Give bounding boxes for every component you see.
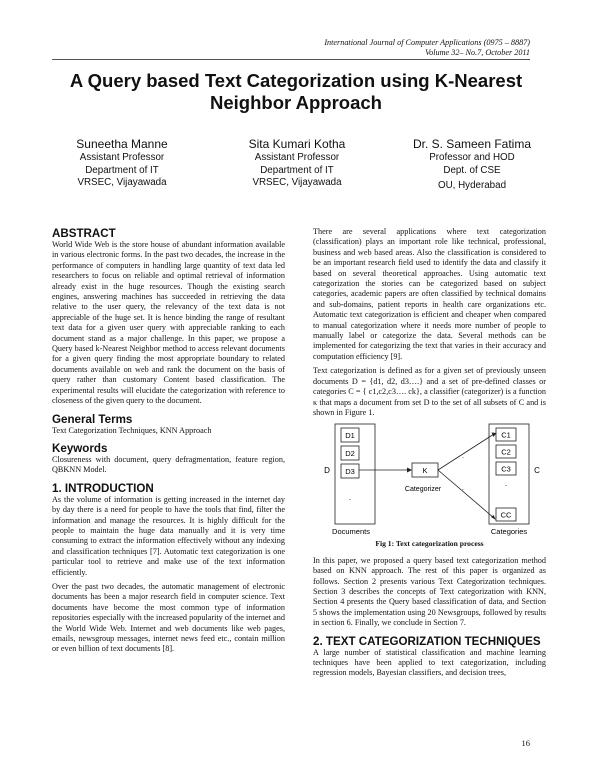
applications-paragraph: There are several applications where text categorization (classification) plays an important role like technical, professional, business and web based areas. Also the classification is considered to be an important research field used to identify the data and classify it based on several theoretical approaches. Using automatic text categorization the stories can be categorized based on subject categories, academic papers are often classified by technical domains and sub-domains, patient reports in health care organizations etc. Automatic text categorization is efficient and cheaper when compared to manual categorization where it needs more number of people to manually label or categorize the data. Several methods can be implemented for categorizing the text that varies in their accuracy and computation efficiency [9]. [313, 227, 546, 361]
categorizer-caption: Categorizer [404, 486, 442, 494]
abstract-heading: ABSTRACT [52, 227, 116, 240]
journal-name: International Journal of Computer Applications (0975 – 8887) [324, 38, 530, 47]
category-cc-label: CC [500, 510, 512, 520]
journal-volume: Volume 32– No.7, October 2011 [425, 48, 530, 57]
author-affiliation: Department of IT [260, 164, 334, 176]
figure-1 [313, 420, 546, 538]
category-c2-label: C2 [501, 447, 511, 457]
author-name: Sita Kumari Kotha [248, 137, 346, 151]
general-terms-text: Text Categorization Techniques, KNN Approach [52, 425, 212, 435]
categories-caption: Categories [490, 527, 528, 537]
author-affiliation: OU, Hyderabad [437, 180, 507, 191]
document-d3-label: D3 [345, 467, 355, 477]
author-name: Dr. S. Sameen Fatima [412, 137, 532, 151]
author-1 [52, 137, 192, 190]
categorizer-k-label: K [422, 466, 428, 476]
section-2-heading: 2. TEXT CATEGORIZATION TECHNIQUES [313, 634, 541, 648]
introduction-heading: 1. INTRODUCTION [52, 481, 154, 495]
right-column [313, 227, 546, 679]
author-affiliation: Department of IT [85, 164, 159, 176]
organization-paragraph: In this paper, we proposed a query based text categorization method based on KNN approach. The rest of this paper is organized as follows. Section 2 presents various Text Categorization techniques. Section 3 describes the concepts of Text categorization with KNN, Section 4 presents the Query based classification of data, and Section 5 shows the implementation using 20 Newsgroups, followed by results in section 6. Finally, we conclude in Section 7. [313, 555, 546, 628]
author-affiliation: Dept. of CSE [443, 164, 501, 176]
general-terms-heading: General Terms [52, 412, 133, 426]
arrow-ellipsis-top: . [462, 453, 464, 461]
left-column [52, 227, 285, 655]
figure-caption: Fig 1: Text categorization process [375, 539, 484, 549]
author-affiliation: Professor and HOD [429, 152, 515, 163]
keywords-text: Closureness with document, query defragmentation, feature region, QBKNN Model. [52, 454, 285, 475]
author-name: Suneetha Manne [76, 137, 168, 151]
author-2 [222, 137, 372, 190]
paper-title: A Query based Text Categorization using K-Nearest Neighbor Approach [69, 70, 523, 113]
page-number: 16 [521, 738, 530, 748]
author-3 [397, 137, 547, 193]
documents-set-label: D [324, 466, 330, 476]
abstract-text: World Wide Web is the store house of abundant information available in various electronic forms. In the past two decades, the increase in the performance of computers in handling large quantity of text data led researchers to focus on reliable and optimal retrieval of information already exist in the huge resources. Though the existing search engines, answering machines has succeeded in retrieving the data relative to the user query, the relevancy of the text data is not appreciable of the huge set. It is hence binding the range of resultant text data for a given user query with appreciable ranking to each document stand as a major challenge. In this paper, we propose a Query based k-Nearest Neighbor method to access relevant documents for a given query finding the most appropriate boundary to related documents available on web and rank the document on the basis of query rather than customary Content based classification. The experimental results will elucidate the categorization with reference to closeness of the given query to the document. [52, 240, 285, 406]
introduction-paragraph-2: Over the past two decades, the automatic management of electronic documents has been a major research field in computer science. Text documents have become the most common type of information repositories especially with the increased popularity of the internet and the World Wide Web. Internet and web documents like web pages, emails, newsgroup messages, internet news feed etc., contain million or even billion of text documents [8]. [52, 581, 285, 654]
documents-ellipsis: . [348, 493, 352, 503]
document-d2-label: D2 [345, 449, 355, 459]
author-affiliation: Assistant Professor [79, 152, 165, 163]
arrow-ellipsis-bottom: . [462, 485, 464, 493]
author-affiliation: VRSEC, Vijayawada [252, 177, 342, 188]
categorization-diagram [313, 420, 546, 538]
definition-paragraph: Text categorization is defined as for a given set of previously unseen documents D = {d1, d2, d3….} and a set of pre-defined classes or categories C = { c1,c2,c3…. ck}, a classifier (categorizer) is a function κ that maps a document from set D to the set of all subsets of C and is shown in Figure 1. [313, 366, 546, 417]
header-rule [52, 59, 530, 60]
author-affiliation: VRSEC, Vijayawada [77, 177, 167, 188]
category-c3-label: C3 [501, 464, 511, 474]
keywords-heading: Keywords [52, 441, 108, 455]
author-affiliation: Assistant Professor [254, 152, 340, 163]
categories-ellipsis: . [504, 479, 508, 489]
journal-header [324, 38, 530, 58]
document-d1-label: D1 [345, 431, 355, 441]
author-block [52, 137, 540, 197]
categories-set-label: C [534, 466, 540, 476]
documents-caption: Documents [332, 527, 370, 537]
category-c1-label: C1 [501, 430, 511, 440]
section-2-text: A large number of statistical classification and machine learning techniques have been applied to text categorization, including regression models, Bayesian classifiers, and decision trees, [313, 647, 546, 678]
introduction-paragraph-1: As the volume of information is getting increased in the internet day by day there is a need for people to have the tools that find, filter the information and manage the resources. It is highly difficult for the people to maintain the huge data manually and it is very time consuming to extract the information effectively without any indexing and classification techniques [7]. Automatic text categorization is one particular tool to retrieve and make use of the text information efficiently. [52, 494, 285, 577]
